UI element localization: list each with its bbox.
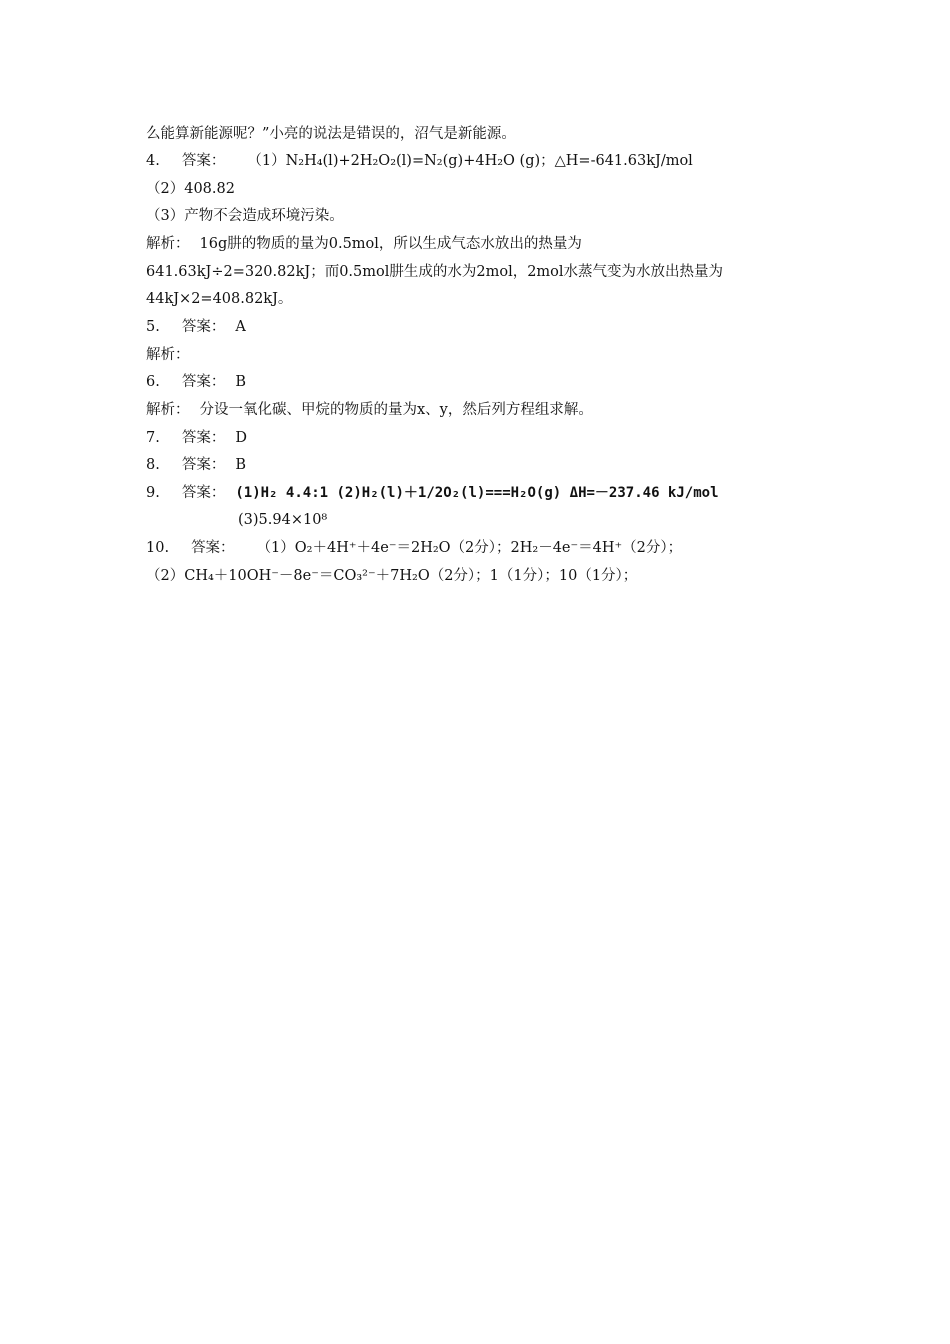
answer-label: 答案： [191, 540, 235, 556]
text-line: 641.63kJ÷2=320.82kJ；而0.5mol肼生成的水为2mol，2mol水蒸气变为水放出热量为 [146, 264, 724, 280]
answer-label: 答案： [181, 153, 226, 169]
answer-label: 答案： [181, 319, 226, 335]
text-line: 么能算新能源呢？”小亮的说法是错误的，沼气是新能源。 [146, 126, 516, 142]
answer-6 [146, 372, 246, 392]
question-number: 5. [146, 319, 160, 335]
text-line: （2）408.82 [146, 181, 235, 197]
question-number: 4. [146, 153, 160, 169]
text-line: （3）产物不会造成环境污染。 [146, 208, 344, 224]
answer-label: 答案： [181, 374, 226, 390]
text-line: (3)5.94×10⁸ [238, 512, 328, 528]
answer-content: D [235, 430, 247, 446]
analysis-4 [146, 234, 582, 254]
answer-5 [146, 317, 246, 337]
question-number: 8. [146, 457, 160, 473]
answer-content: (1)H₂ 4.4:1 (2)H₂(l)＋1/2O₂(l)===H₂O(g) ΔH=－237.46 kJ/mol [235, 485, 719, 501]
analysis-label: 解析： [146, 236, 190, 252]
answer-label: 答案： [181, 485, 226, 501]
analysis-6 [146, 400, 593, 420]
analysis-content: 16g肼的物质的量为0.5mol，所以生成气态水放出的热量为 [199, 236, 582, 252]
answer-10 [146, 538, 682, 558]
answer-4 [146, 151, 693, 171]
text-line: （2）CH₄＋10OH⁻－8e⁻＝CO₃²⁻＋7H₂O（2分）；1（1分）；10（1分）； [146, 568, 638, 584]
answer-content: B [235, 457, 246, 473]
analysis-5 [146, 345, 190, 365]
answer-content: （1）N₂H₄(l)+2H₂O₂(l)=N₂(g)+4H₂O (g)；△H=-641.63kJ/mol [247, 153, 693, 169]
analysis-label: 解析： [146, 402, 190, 418]
answer-content: B [235, 374, 246, 390]
answer-7 [146, 428, 247, 448]
answer-label: 答案： [181, 457, 226, 473]
analysis-label: 解析： [146, 347, 190, 363]
question-number: 10. [146, 540, 170, 556]
question-number: 7. [146, 430, 160, 446]
answer-8 [146, 455, 246, 475]
analysis-content: 分设一氧化碳、甲烷的物质的量为x、y，然后列方程组求解。 [199, 402, 593, 418]
answer-content: A [235, 319, 246, 335]
question-number: 9. [146, 485, 160, 501]
text-line: 44kJ×2=408.82kJ。 [146, 291, 293, 307]
answer-label: 答案： [181, 430, 226, 446]
answer-content: （1）O₂＋4H⁺＋4e⁻＝2H₂O（2分）；2H₂－4e⁻＝4H⁺（2分）； [256, 540, 683, 556]
question-number: 6. [146, 374, 160, 390]
answer-9 [146, 483, 719, 503]
